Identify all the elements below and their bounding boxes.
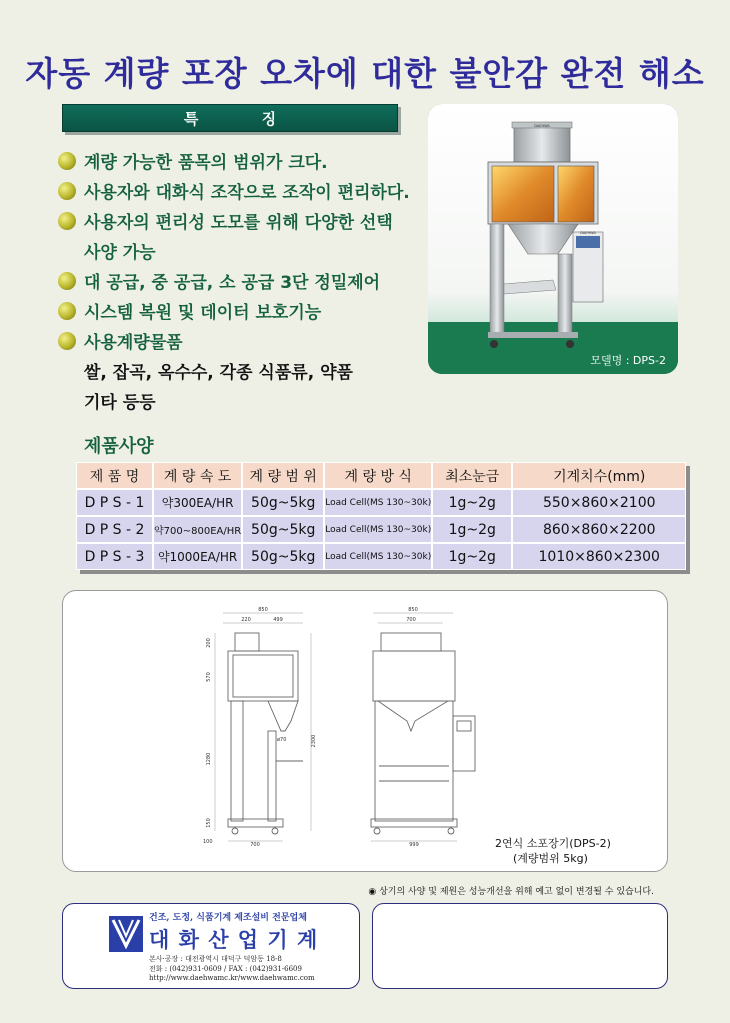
dim-label: 150 xyxy=(206,818,212,828)
company-info-box xyxy=(62,903,360,989)
company-phone: 전화 : (042)931-0609 / FAX : (042)931-6609 xyxy=(149,965,302,973)
side-view-drawing xyxy=(371,607,475,848)
drawing-caption-line2: (계량범위 5kg) xyxy=(513,852,588,865)
drawing-caption-line1: 2연식 소포장기(DPS-2) xyxy=(495,837,611,850)
front-view-drawing xyxy=(203,607,317,848)
table-cell: D P S - 2 xyxy=(76,516,153,543)
table-cell: 50g~5kg xyxy=(242,489,324,516)
bullet-icon xyxy=(58,152,76,170)
machine-illustration xyxy=(428,104,678,374)
dim-label: 850 xyxy=(258,607,268,613)
bullet-icon xyxy=(58,212,76,230)
top-plate-label: DAEHWA xyxy=(534,124,550,128)
column-header: 계 량 범 위 xyxy=(242,462,324,489)
feature-text: 대 공급, 중 공급, 소 공급 3단 정밀제어 xyxy=(84,273,381,293)
dim-label: 700 xyxy=(406,617,416,623)
table-header-row xyxy=(76,462,686,489)
table-cell: 1g~2g xyxy=(432,489,512,516)
table-cell: 약300EA/HR xyxy=(153,489,242,516)
usage-line: 쌀, 잡곡, 옥수수, 각종 식품류, 약품 xyxy=(84,363,353,383)
table-cell: 50g~5kg xyxy=(242,516,324,543)
dim-label: ø70 xyxy=(277,737,287,743)
dim-label: 700 xyxy=(250,842,260,848)
table-cell: 약700~800EA/HR xyxy=(153,516,242,543)
features-heading: 특 징 xyxy=(183,109,277,128)
dim-label: 2300 xyxy=(311,734,317,748)
feature-item xyxy=(58,208,393,233)
dim-label: 999 xyxy=(409,842,419,848)
dim-label: 100 xyxy=(203,839,213,845)
bullet-icon xyxy=(58,302,76,320)
dim-label: 850 xyxy=(408,607,418,613)
dim-label: 220 xyxy=(241,617,251,623)
column-header: 최소눈금 xyxy=(432,462,512,489)
spec-table xyxy=(76,462,686,570)
table-cell: Load Cell(MS 130~30k) xyxy=(324,489,432,516)
technical-drawing xyxy=(63,591,667,871)
feature-item xyxy=(58,328,183,353)
feature-text: 사용자와 대화식 조작으로 조작이 편리하다. xyxy=(84,183,410,203)
feature-item xyxy=(58,148,328,173)
feature-text: 계량 가능한 품목의 범위가 크다. xyxy=(84,153,328,173)
table-row xyxy=(76,489,686,516)
bullet-icon xyxy=(58,332,76,350)
table-cell: D P S - 3 xyxy=(76,543,153,570)
page-title: 자동 계량 포장 오차에 대한 불안감 완전 해소 xyxy=(25,54,705,93)
feature-text: 사용계량물품 xyxy=(84,333,183,353)
table-cell: 550×860×2100 xyxy=(512,489,686,516)
feature-text: 시스템 복원 및 데이터 보호기능 xyxy=(84,303,322,323)
table-cell: D P S - 1 xyxy=(76,489,153,516)
bullet-icon xyxy=(58,182,76,200)
dim-label: 570 xyxy=(206,672,212,682)
spec-title: 제품사양 xyxy=(84,436,154,457)
feature-item xyxy=(58,298,321,323)
column-header: 계 량 방 식 xyxy=(324,462,432,489)
column-header: 기계치수(mm) xyxy=(512,462,686,489)
feature-continuation: 사양 가능 xyxy=(84,243,156,263)
feature-item xyxy=(58,268,380,293)
table-cell: 약1000EA/HR xyxy=(153,543,242,570)
dim-label: 200 xyxy=(206,638,212,648)
column-header: 제 품 명 xyxy=(76,462,153,489)
company-web: http://www.daehwamc.kr/www.daehwamc.com xyxy=(149,974,315,982)
feature-item xyxy=(58,178,410,203)
table-cell: 860×860×2200 xyxy=(512,516,686,543)
table-cell: Load Cell(MS 130~30k) xyxy=(324,516,432,543)
company-address: 본사·공장 : 대전광역시 대덕구 덕암동 18-8 xyxy=(149,955,282,963)
bullet-icon xyxy=(58,272,76,290)
model-caption: 모델명 : DPS-2 xyxy=(590,354,666,367)
table-cell: Load Cell(MS 130~30k) xyxy=(324,543,432,570)
dim-label: 499 xyxy=(273,617,283,623)
table-cell: 1010×860×2300 xyxy=(512,543,686,570)
table-row xyxy=(76,516,686,543)
table-cell: 1g~2g xyxy=(432,516,512,543)
dim-label: 1280 xyxy=(206,752,212,766)
column-header: 계 량 속 도 xyxy=(153,462,242,489)
side-panel-label: DAEHWA xyxy=(580,231,596,235)
usage-line: 기타 등등 xyxy=(84,393,156,413)
blank-box xyxy=(372,903,668,989)
table-cell: 50g~5kg xyxy=(242,543,324,570)
table-cell: 1g~2g xyxy=(432,543,512,570)
company-logo-icon xyxy=(109,916,143,952)
table-row xyxy=(76,543,686,570)
features-heading-bar xyxy=(62,104,398,132)
technical-drawing-panel xyxy=(62,590,668,872)
company-tagline: 건조, 도정, 식품기계 제조설비 전문업체 xyxy=(149,913,307,923)
product-photo xyxy=(428,104,678,374)
notice-text: ◉ 상기의 사양 및 제원은 성능개선을 위해 예고 없이 변경될 수 있습니다. xyxy=(368,887,654,897)
feature-text: 사용자의 편리성 도모를 위해 다양한 선택 xyxy=(84,213,393,233)
company-name: 대 화 산 업 기 계 xyxy=(149,928,319,952)
